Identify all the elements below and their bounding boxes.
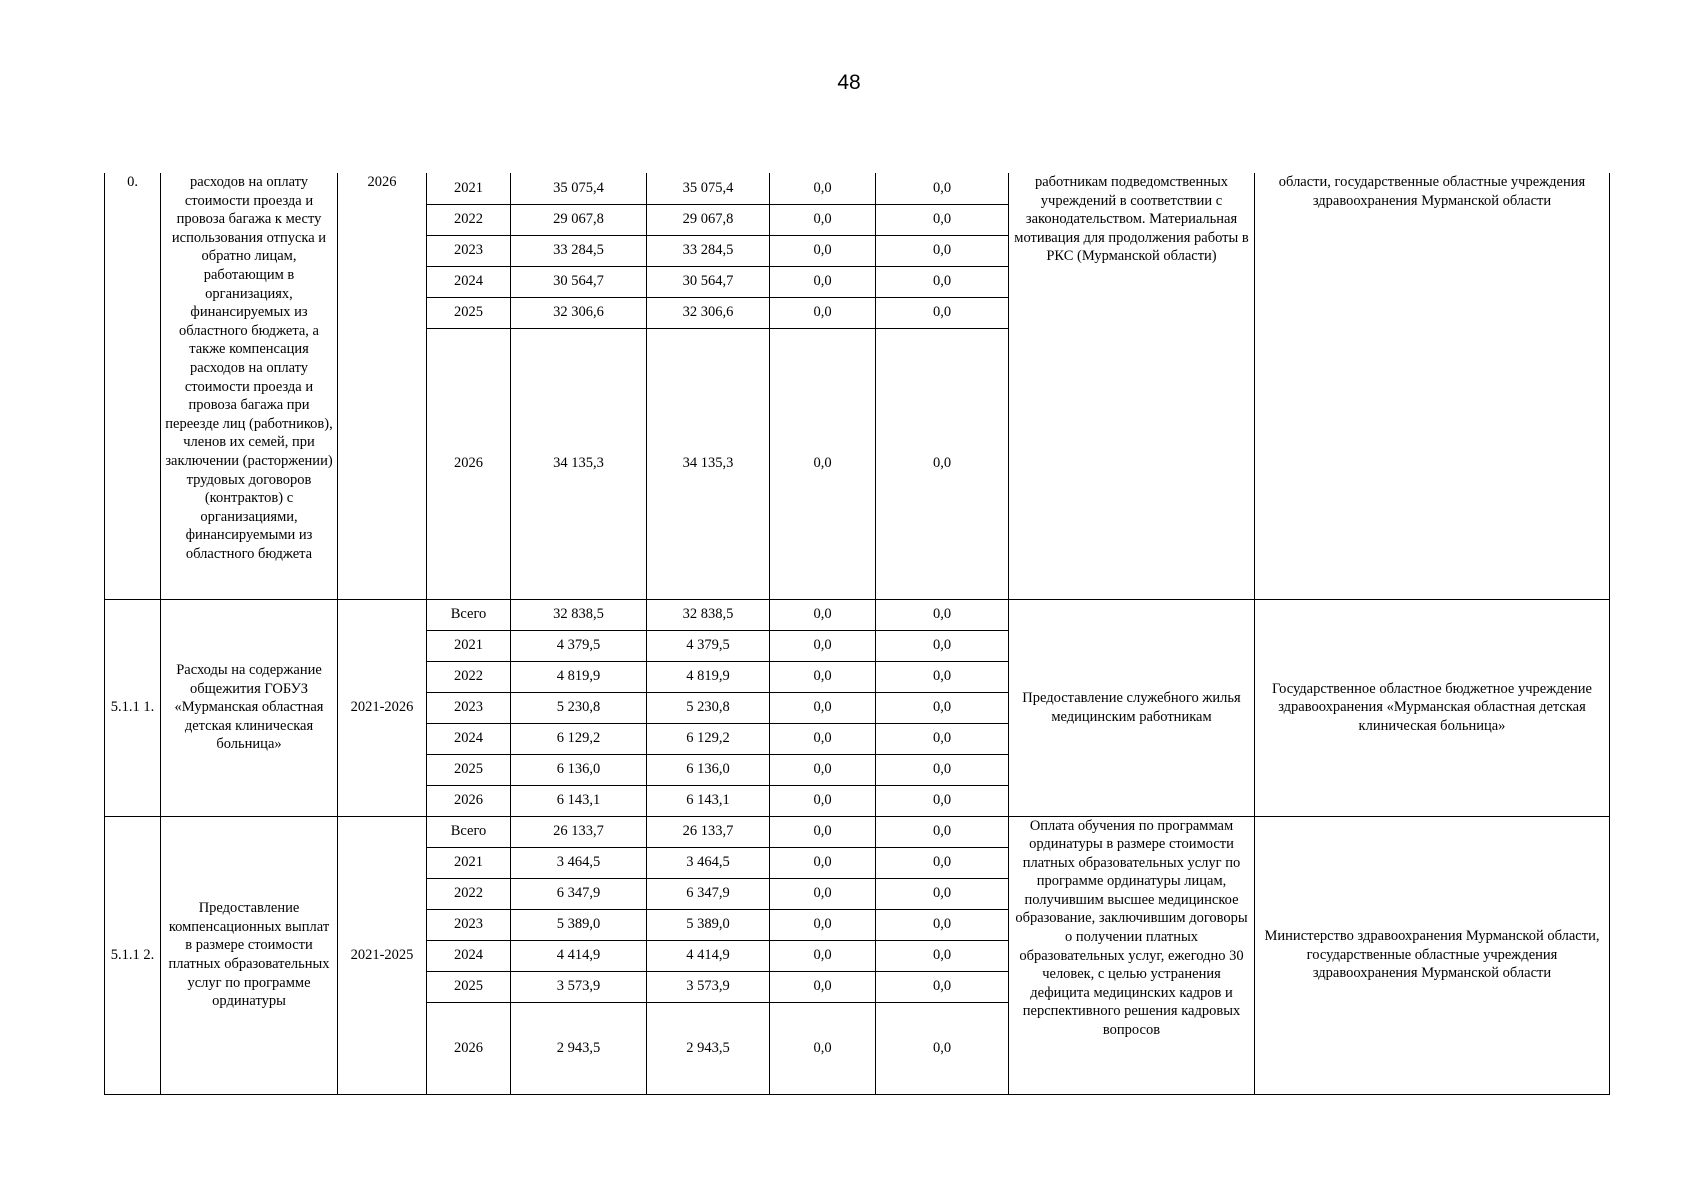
item-number: 0. [105,173,161,599]
regional-cell: 4 819,9 [647,661,770,692]
regional-cell: 5 230,8 [647,692,770,723]
year-cell: 2023 [427,909,511,940]
total-cell: 6 143,1 [511,785,647,816]
year-cell: 2022 [427,204,511,235]
year-cell: 2026 [427,328,511,599]
item-number: 5.1.1 1. [105,599,161,816]
federal-cell: 0,0 [770,909,876,940]
federal-cell: 0,0 [770,266,876,297]
regional-cell: 35 075,4 [647,173,770,204]
other-cell: 0,0 [876,940,1009,971]
year-cell: 2023 [427,692,511,723]
regional-cell: 34 135,3 [647,328,770,599]
federal-cell: 0,0 [770,692,876,723]
other-cell: 0,0 [876,1002,1009,1094]
total-cell: 29 067,8 [511,204,647,235]
year-cell: Всего [427,599,511,630]
federal-cell: 0,0 [770,630,876,661]
year-cell: 2022 [427,878,511,909]
total-cell: 34 135,3 [511,328,647,599]
year-cell: 2026 [427,1002,511,1094]
total-cell: 6 347,9 [511,878,647,909]
federal-cell: 0,0 [770,723,876,754]
item-period: 2021-2026 [338,599,427,816]
total-cell: 4 414,9 [511,940,647,971]
regional-cell: 26 133,7 [647,816,770,847]
item-result: Предоставление служебного жилья медицинским работникам [1009,599,1255,816]
total-cell: 3 573,9 [511,971,647,1002]
total-cell: 3 464,5 [511,847,647,878]
other-cell: 0,0 [876,328,1009,599]
other-cell: 0,0 [876,754,1009,785]
total-cell: 2 943,5 [511,1002,647,1094]
total-cell: 4 379,5 [511,630,647,661]
federal-cell: 0,0 [770,785,876,816]
item-period: 2026 [338,173,427,599]
other-cell: 0,0 [876,816,1009,847]
other-cell: 0,0 [876,661,1009,692]
total-cell: 5 389,0 [511,909,647,940]
federal-cell: 0,0 [770,971,876,1002]
other-cell: 0,0 [876,692,1009,723]
item-executor: области, государственные областные учреждения здравоохранения Мурманской области [1255,173,1610,599]
item-title: Предоставление компенсационных выплат в размере стоимости платных образовательных услуг по программе ординатуры [161,816,338,1094]
table-body [105,173,1610,1094]
federal-cell: 0,0 [770,754,876,785]
total-cell: 32 838,5 [511,599,647,630]
item-executor: Государственное областное бюджетное учреждение здравоохранения «Мурманская областная детская клиническая больница» [1255,599,1610,816]
regional-cell: 33 284,5 [647,235,770,266]
regional-cell: 6 136,0 [647,754,770,785]
page-number: 48 [837,71,861,94]
other-cell: 0,0 [876,723,1009,754]
federal-cell: 0,0 [770,297,876,328]
federal-cell: 0,0 [770,661,876,692]
regional-cell: 29 067,8 [647,204,770,235]
total-cell: 30 564,7 [511,266,647,297]
regional-cell: 3 464,5 [647,847,770,878]
other-cell: 0,0 [876,235,1009,266]
regional-cell: 2 943,5 [647,1002,770,1094]
other-cell: 0,0 [876,599,1009,630]
federal-cell: 0,0 [770,328,876,599]
year-cell: 2021 [427,173,511,204]
federal-cell: 0,0 [770,940,876,971]
other-cell: 0,0 [876,266,1009,297]
total-cell: 26 133,7 [511,816,647,847]
other-cell: 0,0 [876,173,1009,204]
total-cell: 4 819,9 [511,661,647,692]
item-title: Расходы на содержание общежития ГОБУЗ «Мурманская областная детская клиническая больница» [161,599,338,816]
regional-cell: 3 573,9 [647,971,770,1002]
other-cell: 0,0 [876,630,1009,661]
item-number: 5.1.1 2. [105,816,161,1094]
total-cell: 5 230,8 [511,692,647,723]
other-cell: 0,0 [876,971,1009,1002]
year-cell: 2026 [427,785,511,816]
federal-cell: 0,0 [770,173,876,204]
item-executor: Министерство здравоохранения Мурманской области, государственные областные учреждения здравоохранения Мурманской области [1255,816,1610,1094]
federal-cell: 0,0 [770,878,876,909]
other-cell: 0,0 [876,878,1009,909]
federal-cell: 0,0 [770,204,876,235]
other-cell: 0,0 [876,847,1009,878]
federal-cell: 0,0 [770,816,876,847]
total-cell: 6 129,2 [511,723,647,754]
other-cell: 0,0 [876,785,1009,816]
regional-cell: 32 306,6 [647,297,770,328]
year-cell: 2022 [427,661,511,692]
other-cell: 0,0 [876,297,1009,328]
federal-cell: 0,0 [770,1002,876,1094]
year-cell: 2025 [427,297,511,328]
total-cell: 35 075,4 [511,173,647,204]
other-cell: 0,0 [876,204,1009,235]
year-cell: 2025 [427,754,511,785]
year-cell: 2021 [427,847,511,878]
table-row [105,599,1610,630]
total-cell: 6 136,0 [511,754,647,785]
year-cell: 2024 [427,266,511,297]
item-title: расходов на оплату стоимости проезда и провоза багажа к месту использования отпуска и обратно лицам, работающим в организациях, финансируемых из областного бюджета, а также компенсация расходов на оплату стоимости проезда и провоза багажа при переезде лиц (работников), членов их семей, при заключении (расторжении) трудовых договоров (контрактов) с организациями, финансируемыми из областного бюджета [161,173,338,599]
year-cell: Всего [427,816,511,847]
other-cell: 0,0 [876,909,1009,940]
total-cell: 33 284,5 [511,235,647,266]
regional-cell: 6 129,2 [647,723,770,754]
regional-cell: 6 143,1 [647,785,770,816]
regional-cell: 4 379,5 [647,630,770,661]
item-result: работникам подведомственных учреждений в соответствии с законодательством. Материальная мотивация для продолжения работы в РКС (Мурманской области) [1009,173,1255,599]
regional-cell: 32 838,5 [647,599,770,630]
federal-cell: 0,0 [770,847,876,878]
year-cell: 2024 [427,940,511,971]
regional-cell: 4 414,9 [647,940,770,971]
program-activities-table [104,173,1610,1095]
item-period: 2021-2025 [338,816,427,1094]
year-cell: 2025 [427,971,511,1002]
regional-cell: 30 564,7 [647,266,770,297]
table-row [105,173,1610,204]
item-result: Оплата обучения по программам ординатуры в размере стоимости платных образовательных услуг по программе ординатуры лицам, получившим высшее медицинское образование, заключившим договоры о получении платных образовательных услуг, ежегодно 30 человек, с целью устранения дефицита медицинских кадров и перспективного решения кадровых вопросов [1009,816,1255,1094]
total-cell: 32 306,6 [511,297,647,328]
table-row [105,816,1610,847]
year-cell: 2023 [427,235,511,266]
year-cell: 2021 [427,630,511,661]
federal-cell: 0,0 [770,235,876,266]
regional-cell: 5 389,0 [647,909,770,940]
federal-cell: 0,0 [770,599,876,630]
year-cell: 2024 [427,723,511,754]
regional-cell: 6 347,9 [647,878,770,909]
